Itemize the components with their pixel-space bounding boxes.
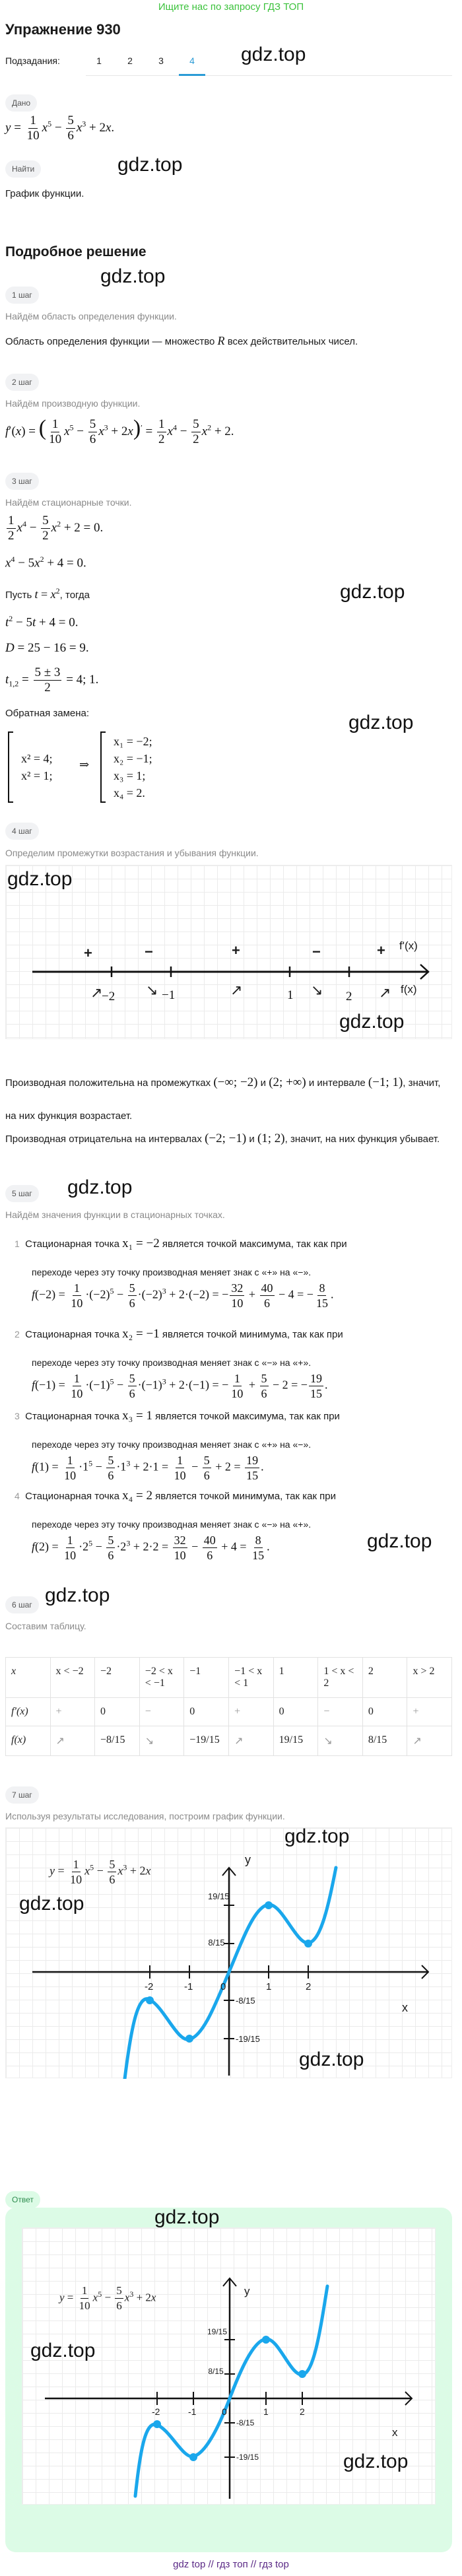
calc-f-minus-2: f(−2) = $\frac{1}{10}$ $\cdot(-2)^5$ − $\frac{5}{6}$ $\cdot(-2)^3 + 2\cdot(-2)$ = − $\frac{32}{10}$ + $\frac{40}{6}$ − 4 = − $\frac{8}{15}$ . xyxy=(32,1281,334,1310)
x-tick-label: 2 xyxy=(300,2406,305,2417)
step-7-pill: 7 шаг xyxy=(5,1786,39,1804)
subtasks-label: Подзадания: xyxy=(5,55,60,66)
x-axis-label: x xyxy=(392,2426,398,2439)
active-tab-indicator xyxy=(179,74,205,76)
derivative-formula: f′(x) = ( $\frac{1}{10}$ $x^5$ − $\frac{5}{6}$ $x^3 + 2x)'$ = $\frac{1}{2}$ $x^4$ − $\frac{5}{2}$ $x^2 + 2$. xyxy=(5,416,234,447)
watermark: gdz.top xyxy=(343,2451,409,2472)
stationary-item-1: 1 Стационарная точка x₁ = −2 является точкой максимума, так как при переходе через эту точку производная меняет знак с «+» на «−». f(−2) = $\frac{1}{10}$ $\cdot(-2)^5$ − $\frac{5}{6}$ $\cdot(-2)^3 + 2\cdot(-2)$ = − $\frac{32}{10}$ + $\frac{40}{6}$ − 4 = − $\frac{8}{15}$ . xyxy=(15,1237,457,1310)
origin-label: 0 xyxy=(220,1981,226,1992)
sign-plus: + xyxy=(232,942,240,959)
decrease-paragraph: Производная отрицательна на интервалах (−2; −1) и (1; 2), значит, на них функция убывает. xyxy=(5,1132,440,1145)
stationary-item-2: 2 Стационарная точка x₂ = −1 является точкой минимума, так как при переходе через эту точку производная меняет знак с «−» на «+». f(−1) = $\frac{1}{10}$ $\cdot(-1)^5$ − $\frac{5}{6}$ $\cdot(-1)^3 + 2\cdot(-1)$ = − $\frac{1}{10}$ + $\frac{5}{6}$ − 2 = − $\frac{19}{15}$ . xyxy=(15,1327,457,1401)
reverse-substitution-label: Обратная замена: xyxy=(5,708,90,719)
substitution-text: Пусть $t = x^2$, тогда xyxy=(5,586,90,601)
tab-subtask-2[interactable]: 2 xyxy=(127,55,133,66)
increasing-arrow-icon: ↗ xyxy=(90,984,103,1001)
x-tick-label: -2 xyxy=(145,1981,154,1992)
watermark: gdz.top xyxy=(339,1011,405,1033)
calc-f-2: f(2) = $\frac{1}{10}$ $\cdot 2^5$ − $\frac{5}{6}$ $\cdot 2^3 + 2\cdot 2$ = $\frac{32}{10}$ − $\frac{40}{6}$ + 4 = $\frac{8}{15}$ . xyxy=(32,1534,270,1562)
step-2-hint: Найдём производную функции. xyxy=(5,398,141,409)
point-label: 2 xyxy=(346,990,352,1003)
find-pill: Найти xyxy=(5,160,41,178)
step-4-pill: 4 шаг xyxy=(5,823,39,840)
tab-subtask-3[interactable]: 3 xyxy=(158,55,164,66)
quadratic-t: $t^2 - 5t + 4 = 0$. xyxy=(5,614,79,630)
graph-formula: y = $\frac{1}{10}$ $x^5$ − $\frac{5}{6}$ $x^3 + 2x$ xyxy=(50,1858,151,1886)
x-tick-label: -1 xyxy=(188,2406,197,2417)
x-tick-label: 1 xyxy=(263,2406,269,2417)
step-5-hint: Найдём значения функции в стационарных точках. xyxy=(5,1209,225,1220)
roots-t: $t_{1,2}$ = $\frac{5 \pm 3}{2}$ = 4; 1. xyxy=(5,665,99,695)
watermark: gdz.top xyxy=(30,2340,96,2361)
increasing-arrow-icon: ↗ xyxy=(379,984,391,1001)
graph-formula: y = $\frac{1}{10}$ $x^5$ − $\frac{5}{6}$ $x^3 + 2x$ xyxy=(59,2284,156,2312)
sign-chart xyxy=(5,865,452,1039)
search-banner: Ищите нас по запросу ГДЗ ТОП xyxy=(158,1,304,13)
stationary-item-3: 3 Стационарная точка x₃ = 1 является точкой максимума, так как при переходе через эту точку производная меняет знак с «+» на «−». f(1) = $\frac{1}{10}$ $\cdot 1^5$ − $\frac{5}{6}$ $\cdot 1^3 + 2\cdot 1$ = $\frac{1}{10}$ − $\frac{5}{6}$ + 2 = $\frac{19}{15}$ . xyxy=(15,1409,457,1483)
real-set-symbol: R xyxy=(217,334,225,347)
y-tick-label: -19/15 xyxy=(236,2034,260,2044)
sign-minus: − xyxy=(145,943,153,960)
point-label: −2 xyxy=(102,990,116,1003)
stationary-eq-1: $\frac{1}{2}$ $x^4$ − $\frac{5}{2}$ $x^2 + 2 = 0$. xyxy=(8,514,104,543)
watermark: gdz.top xyxy=(117,154,183,176)
step-6-pill: 6 шаг xyxy=(5,1596,39,1613)
table-row: x x < −2 −2 −2 < x < −1 −1 −1 < x < 1 1 1 < x < 2 2 x > 2 xyxy=(6,1658,452,1698)
sign-plus: + xyxy=(377,942,385,959)
answer-box xyxy=(5,2208,452,2552)
graph-svg xyxy=(22,2228,436,2505)
function-axis-label: f(x) xyxy=(401,983,417,996)
stationary-eq-2: $x^4 - 5x^2 + 4 = 0$. xyxy=(5,555,86,570)
number-line-figure xyxy=(6,865,453,1040)
function-graph xyxy=(5,1827,452,2078)
stationary-item-4: 4 Стационарная точка x₄ = 2 является точкой минимума, так как при переходе через эту точку производная меняет знак с «−» на «+». f(2) = $\frac{1}{10}$ $\cdot 2^5$ − $\frac{5}{6}$ $\cdot 2^3 + 2\cdot 2$ = $\frac{32}{10}$ − $\frac{40}{6}$ + 4 = $\frac{8}{15}$ . xyxy=(15,1489,457,1563)
watermark: gdz.top xyxy=(340,581,405,603)
watermark: gdz.top xyxy=(348,712,414,733)
step-3-hint: Найдём стационарные точки. xyxy=(5,497,132,508)
solution-title: Подробное решение xyxy=(5,244,147,259)
watermark: gdz.top xyxy=(67,1176,133,1198)
step-7-hint: Используя результаты исследования, построим график функции. xyxy=(5,1811,285,1821)
watermark: gdz.top xyxy=(100,265,166,287)
step-3-pill: 3 шаг xyxy=(5,473,39,490)
watermark: gdz.top xyxy=(45,1584,110,1606)
answer-graph xyxy=(22,2227,436,2505)
y-tick-label: -8/15 xyxy=(236,2418,255,2427)
y-tick-label: -19/15 xyxy=(236,2453,259,2462)
decreasing-arrow-icon: ↘ xyxy=(311,982,323,998)
find-text: График функции. xyxy=(5,188,84,199)
decreasing-arrow-icon: ↘ xyxy=(146,982,158,998)
x-tick-label: 2 xyxy=(306,1981,312,1992)
answer-pill: Ответ xyxy=(5,2191,40,2208)
tabs-divider xyxy=(86,75,452,76)
step-6-hint: Составим таблицу. xyxy=(5,1621,86,1631)
table-row: f′(x) + 0 − 0 + 0 − 0 + xyxy=(6,1698,452,1726)
point-label: 1 xyxy=(287,988,294,1002)
x-tick-label: -1 xyxy=(184,1981,193,1992)
calc-f-1: f(1) = $\frac{1}{10}$ $\cdot 1^5$ − $\frac{5}{6}$ $\cdot 1^3 + 2\cdot 1$ = $\frac{1}{10}$ − $\frac{5}{6}$ + 2 = $\frac{19}{15}$ . xyxy=(32,1454,264,1482)
reverse-substitution-system: x² = 4; x² = 1; ⇒ x₁ = −2; x₂ = −1; x₃ = 1; x₄ = 2. xyxy=(8,731,180,804)
given-pill: Дано xyxy=(5,94,37,112)
y-axis-label: y xyxy=(245,1853,251,1866)
variation-table xyxy=(5,1657,452,1756)
origin-label: 0 xyxy=(222,2406,227,2417)
y-tick-label: 8/15 xyxy=(208,1938,225,1948)
x-tick-label: 1 xyxy=(266,1981,272,1992)
step-5-pill: 5 шаг xyxy=(5,1185,39,1202)
table-row: f(x) ↗ −8/15 ↘ −19/15 ↗ 19/15 ↘ 8/15 ↗ xyxy=(6,1726,452,1756)
footer-links: gdz top // гдз топ // гдз top xyxy=(173,2559,289,2570)
y-tick-label: 19/15 xyxy=(208,1891,230,1901)
tab-subtask-1[interactable]: 1 xyxy=(96,55,102,66)
increasing-arrow-icon: ↗ xyxy=(230,982,243,998)
point-label: −1 xyxy=(162,988,176,1002)
x-axis-label: x xyxy=(402,2001,408,2014)
derivative-axis-label: f'(x) xyxy=(399,939,418,952)
y-tick-label: 8/15 xyxy=(208,2367,224,2376)
increase-paragraph: Производная положительна на промежутках (−∞; −2) и (2; +∞) и интервале (−1; 1), значит, на них функция возрастает. xyxy=(5,1075,441,1122)
y-tick-label: 19/15 xyxy=(207,2327,228,2336)
given-formula: y = $\frac{1}{10}$ $x^5$ − $\frac{5}{6}$ $x^3 + 2x$. xyxy=(5,114,115,143)
y-axis-label: y xyxy=(244,2285,250,2297)
step-1-hint: Найдём область определения функции. xyxy=(5,311,177,322)
sign-minus: − xyxy=(312,943,321,960)
y-tick-label: -8/15 xyxy=(236,1996,255,2006)
tab-subtask-4[interactable]: 4 xyxy=(189,55,195,66)
step-4-hint: Определим промежутки возрастания и убывания функции. xyxy=(5,848,259,858)
watermark: gdz.top xyxy=(241,44,306,65)
watermark: gdz.top xyxy=(299,2049,364,2070)
watermark: gdz.top xyxy=(367,1530,432,1552)
step-1-text: Область определения функции — множество R всех действительных чисел. xyxy=(5,334,358,347)
step-2-pill: 2 шаг xyxy=(5,374,39,391)
watermark: gdz.top xyxy=(7,868,73,890)
sign-plus: + xyxy=(84,945,92,961)
watermark: gdz.top xyxy=(19,1893,84,1915)
x-tick-label: -2 xyxy=(152,2406,160,2417)
discriminant: D = 25 − 16 = 9. xyxy=(5,641,89,655)
watermark: gdz.top xyxy=(284,1825,350,1847)
step-1-pill: 1 шаг xyxy=(5,287,39,304)
calc-f-minus-1: f(−1) = $\frac{1}{10}$ $\cdot(-1)^5$ − $\frac{5}{6}$ $\cdot(-1)^3 + 2\cdot(-1)$ = − $\frac{1}{10}$ + $\frac{5}{6}$ − 2 = − $\frac{19}{15}$ . xyxy=(32,1372,328,1400)
page-title: Упражнение 930 xyxy=(5,21,121,38)
watermark: gdz.top xyxy=(154,2206,220,2228)
